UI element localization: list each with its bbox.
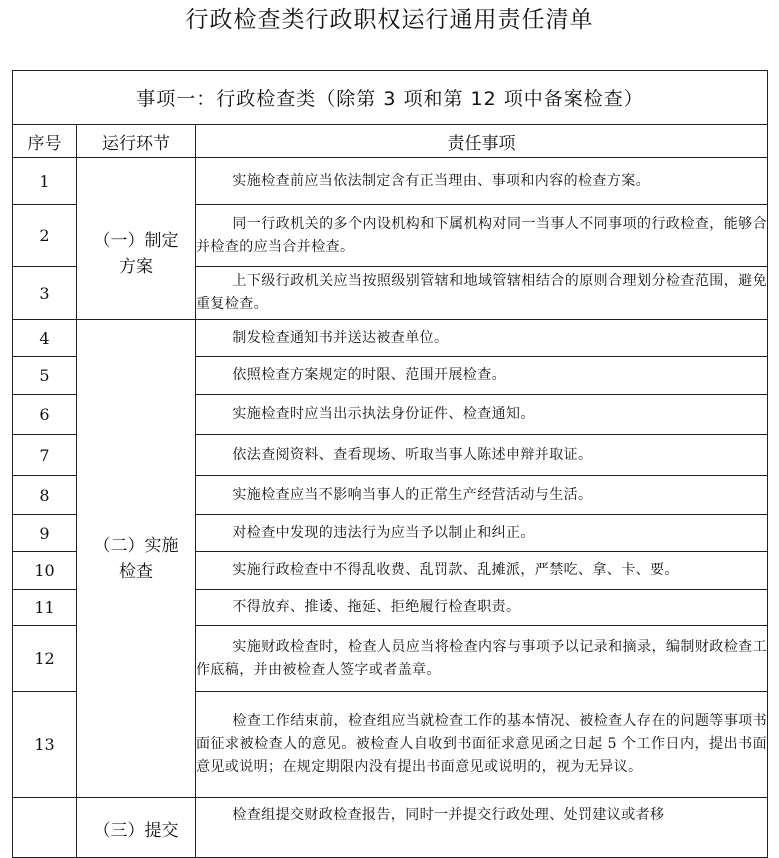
duty-text: 检查组提交财政检查报告，同时一并提交行政处理、处罚建议或者移: [196, 798, 768, 858]
duty-text: 对检查中发现的违法行为应当予以制止和纠正。: [196, 515, 768, 552]
duty-text: 依照检查方案规定的时限、范围开展检查。: [196, 357, 768, 395]
row-number: 4: [13, 320, 77, 357]
row-number: 8: [13, 476, 77, 515]
row-number: 12: [13, 626, 77, 692]
row-number: 5: [13, 357, 77, 395]
row-number: 6: [13, 395, 77, 435]
duty-text: 制发检查通知书并送达被查单位。: [196, 320, 768, 357]
row-number: 2: [13, 205, 77, 267]
table-row: [13, 158, 768, 205]
duty-text: 同一行政机关的多个内设机构和下属机构对同一当事人不同事项的行政检查，能够合并检查的应当合并检查。: [196, 205, 768, 267]
duty-text: 不得放弃、推诿、拖延、拒绝履行检查职责。: [196, 590, 768, 626]
row-number: 3: [13, 267, 77, 320]
duty-text: 上下级行政机关应当按照级别管辖和地域管辖相结合的原则合理划分检查范围，避免重复检查。: [196, 267, 768, 320]
table-row: [13, 798, 768, 858]
stage-label-plan: （一）制定方案: [93, 230, 179, 277]
duty-text: 实施财政检查时，检查人员应当将检查内容与事项予以记录和摘录，编制财政检查工作底稿，并由被检查人签字或者盖章。: [196, 626, 768, 692]
column-header-row: [13, 125, 768, 158]
table-row: [13, 320, 768, 357]
row-number: 10: [13, 552, 77, 590]
row-number: 13: [13, 692, 77, 798]
duty-text: 依法查阅资料、查看现场、听取当事人陈述申辩并取证。: [196, 435, 768, 476]
stage-cell-plan: [77, 158, 196, 320]
stage-label-inspect: （二）实施检查: [93, 535, 179, 582]
column-header-num: 序号: [13, 125, 77, 158]
row-number: 1: [13, 158, 77, 205]
row-number: 11: [13, 590, 77, 626]
duty-text: 实施检查时应当出示执法身份证件、检查通知。: [196, 395, 768, 435]
stage-label-submit: （三）提交: [93, 820, 179, 841]
column-header-duty: 责任事项: [196, 125, 768, 158]
duty-text: 实施检查应当不影响当事人的正常生产经营活动与生活。: [196, 476, 768, 515]
row-number: 9: [13, 515, 77, 552]
row-number: 7: [13, 435, 77, 476]
stage-cell-submit: [77, 798, 196, 858]
row-number: [13, 798, 77, 858]
duty-text: 检查工作结束前，检查组应当就检查工作的基本情况、被检查人存在的问题等事项书面征求被检查人的意见。被检查人自收到书面征求意见函之日起 5 个工作日内，提出书面意见或说明；在规定期限内没有提出书面意见或说明的，视为无异议。: [196, 692, 768, 798]
duty-text: 实施行政检查中不得乱收费、乱罚款、乱摊派，严禁吃、拿、卡、要。: [196, 552, 768, 590]
column-header-stage: 运行环节: [77, 125, 196, 158]
section-header-row: [13, 71, 768, 125]
document-title: 行政检查类行政职权运行通用责任清单: [185, 7, 594, 33]
duty-text: 实施检查前应当依法制定含有正当理由、事项和内容的检查方案。: [196, 158, 768, 205]
section-header: 事项一：行政检查类（除第 3 项和第 12 项中备案检查）: [13, 71, 768, 125]
responsibility-table: [12, 70, 768, 858]
stage-cell-inspect: [77, 320, 196, 798]
